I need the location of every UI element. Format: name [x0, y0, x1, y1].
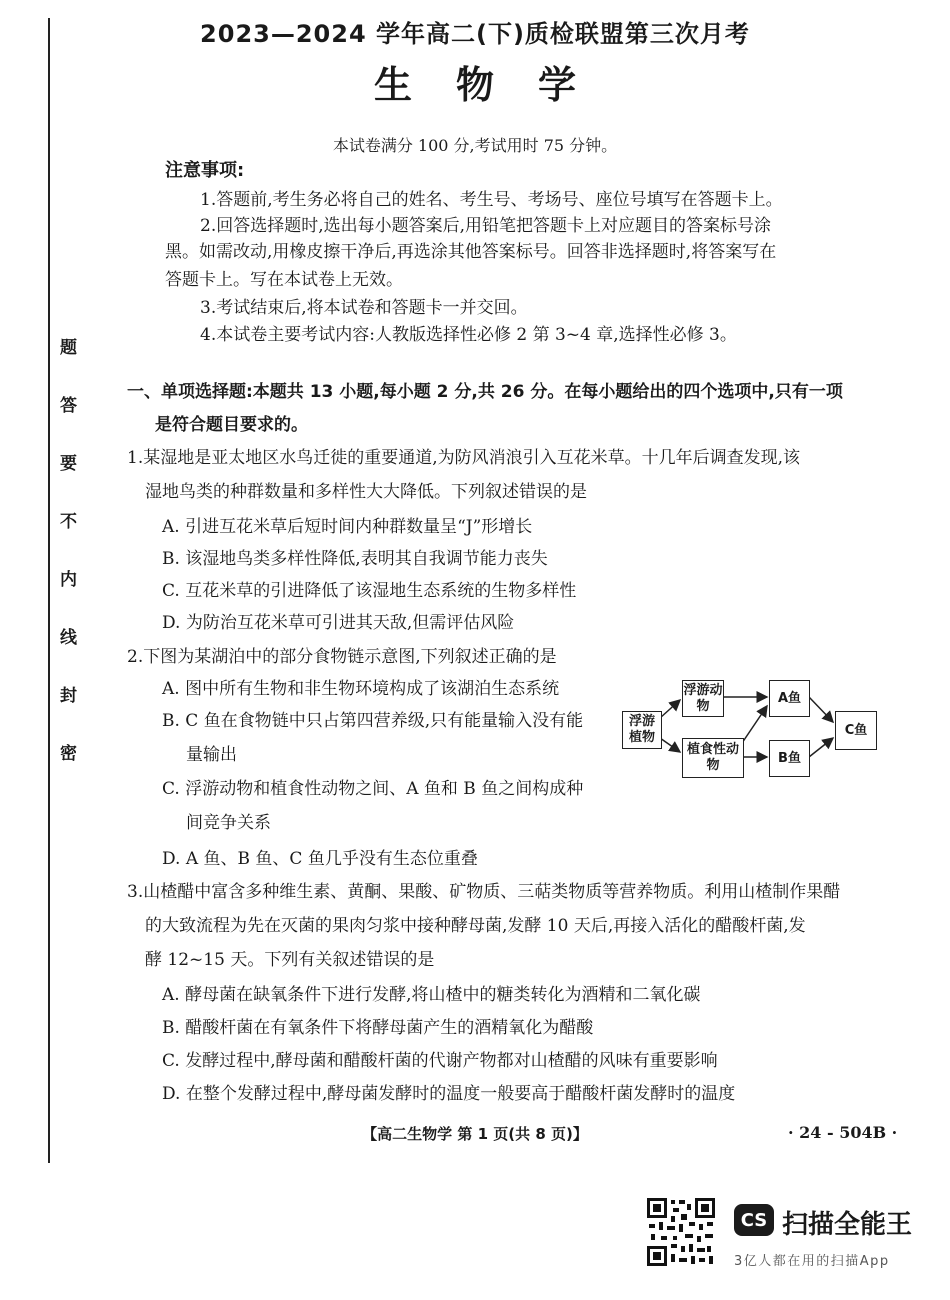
binding-char: 答	[60, 396, 77, 416]
q2-option-c-line-1: C. 浮游动物和植食性动物之间、A 鱼和 B 鱼之间构成种	[162, 779, 584, 799]
binding-char: 题	[60, 338, 77, 358]
qr-code-icon	[645, 1196, 717, 1268]
q2-option-a: A. 图中所有生物和非生物环境构成了该湖泊生态系统	[162, 679, 560, 699]
q3-stem-line-1: 3.山楂醋中富含多种维生素、黄酮、果酸、矿物质、三萜类物质等营养物质。利用山楂制作果醋	[127, 882, 841, 902]
q3-option-d: D. 在整个发酵过程中,酵母菌发酵时的温度一般要高于醋酸杆菌发酵时的温度	[162, 1084, 736, 1104]
section-heading-line-1: 一、单项选择题:本题共 13 小题,每小题 2 分,共 26 分。在每小题给出的四个选项中,只有一项	[127, 382, 843, 402]
binding-char: 要	[60, 454, 77, 474]
notice-item-1: 1.答题前,考生务必将自己的姓名、考生号、考场号、座位号填写在答题卡上。	[200, 190, 783, 210]
node-fish-b: B鱼	[769, 740, 810, 777]
notice-item-3: 3.考试结束后,将本试卷和答题卡一并交回。	[200, 298, 528, 318]
notice-item-2-line-3: 答题卡上。写在本试卷上无效。	[165, 270, 403, 290]
q1-stem-line-1: 1.某湿地是亚太地区水鸟迁徙的重要通道,为防风消浪引入互花米草。十几年后调查发现,该	[127, 448, 801, 468]
section-heading-line-2: 是符合题目要求的。	[155, 415, 308, 435]
node-zooplankton: 浮游动物	[682, 680, 724, 717]
q1-option-c: C. 互花米草的引进降低了该湿地生态系统的生物多样性	[162, 581, 577, 601]
scanner-app-name: 扫描全能王	[782, 1210, 913, 1240]
node-herbivore: 植食性动物	[682, 738, 744, 778]
exam-info: 本试卷满分 100 分,考试用时 75 分钟。	[332, 136, 618, 155]
q1-stem-line-2: 湿地鸟类的种群数量和多样性大大降低。下列叙述错误的是	[145, 482, 587, 502]
q3-stem-line-2: 的大致流程为先在灭菌的果肉匀浆中接种酵母菌,发酵 10 天后,再接入活化的醋酸杆菌,发	[145, 916, 806, 936]
notice-heading: 注意事项:	[165, 160, 245, 181]
q3-option-c: C. 发酵过程中,酵母菌和醋酸杆菌的代谢产物都对山楂醋的风味有重要影响	[162, 1051, 718, 1071]
q2-option-b-line-1: B. C 鱼在食物链中只占第四营养级,只有能量输入没有能	[162, 711, 584, 731]
q1-option-d: D. 为防治互花米草可引进其天敌,但需评估风险	[162, 613, 515, 633]
notice-item-2-line-2: 黑。如需改动,用橡皮擦干净后,再选涂其他答案标号。回答非选择题时,将答案写在	[165, 242, 777, 262]
notice-item-2-line-1: 2.回答选择题时,选出每小题答案后,用铅笔把答题卡上对应题目的答案标号涂	[200, 216, 772, 236]
q3-stem-line-3: 酵 12~15 天。下列有关叙述错误的是	[145, 950, 435, 970]
exam-code: · 24 - 504B ·	[788, 1123, 898, 1142]
camscanner-logo-icon: CS	[734, 1204, 774, 1236]
q2-option-d: D. A 鱼、B 鱼、C 鱼几乎没有生态位重叠	[162, 849, 478, 869]
q2-stem: 2.下图为某湖泊中的部分食物链示意图,下列叙述正确的是	[127, 647, 557, 667]
node-fish-a: A鱼	[769, 680, 810, 717]
page-footer: 【高二生物学 第 1 页(共 8 页)】	[362, 1125, 588, 1143]
q3-option-b: B. 醋酸杆菌在有氧条件下将酵母菌产生的酒精氧化为醋酸	[162, 1018, 594, 1038]
subject-title: 生物学	[373, 63, 620, 107]
q3-option-a: A. 酵母菌在缺氧条件下进行发酵,将山楂中的糖类转化为酒精和二氧化碳	[162, 985, 701, 1005]
binding-char: 封	[60, 686, 77, 706]
binding-char: 密	[60, 744, 77, 764]
q2-option-c-line-2: 间竞争关系	[186, 813, 271, 833]
q1-option-b: B. 该湿地鸟类多样性降低,表明其自我调节能力丧失	[162, 549, 548, 569]
scanner-slogan: 3亿人都在用的扫描App	[734, 1254, 890, 1269]
exam-title: 2023—2024 学年高二(下)质检联盟第三次月考	[200, 20, 750, 48]
q1-option-a: A. 引进互花米草后短时间内种群数量呈“J”形增长	[162, 517, 533, 537]
node-fish-c: C鱼	[835, 711, 877, 750]
q2-option-b-line-2: 量输出	[186, 745, 237, 765]
binding-char: 线	[60, 628, 77, 648]
node-phytoplankton: 浮游植物	[622, 711, 662, 749]
binding-char: 不	[60, 512, 77, 532]
binding-char: 内	[60, 570, 77, 590]
notice-item-4: 4.本试卷主要考试内容:人教版选择性必修 2 第 3~4 章,选择性必修 3。	[200, 325, 737, 345]
